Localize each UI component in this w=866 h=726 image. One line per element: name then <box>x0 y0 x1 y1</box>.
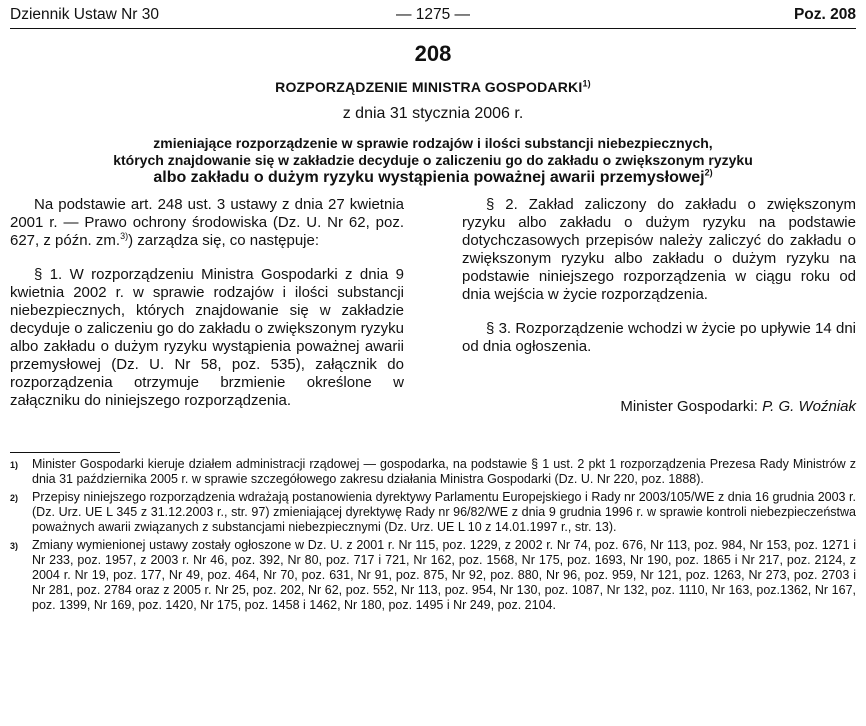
act-number: 208 <box>414 41 452 66</box>
signature <box>462 398 856 416</box>
footnote-separator <box>10 452 120 453</box>
subject-line-2: których znajdowanie się w zakładzie decyduje o zaliczeniu go do zakładu o zwiększonym ryzyku <box>113 152 753 168</box>
footnote-text: Przepisy niniejszego rozporządzenia wdrażają postanowienia dyrektywy Parlamentu Europejskiego i Rady nr 2003/105/WE z dnia 16 grudnia 2003 r. (Dz. Urz. UE L 345 z 31.12.2003 r., str. 97) zmieniającej dyrektywę Rady nr 96/82/WE z dnia 9 grudnia 1996 r. w sprawie kontroli niebezpieczeństwa poważnych awarii związanych z substancjami niebezpiecznymi (Dz. Urz. UE L 10 z 14.01.1997 r., str. 13). <box>32 490 856 534</box>
footnote-text: Minister Gospodarki kieruje działem administracji rządowej — gospodarka, na podstawie § 1 ust. 2 pkt 1 rozporządzenia Prezesa Rady Ministrów z dnia 31 października 2005 r. w sprawie szczegółowego zakresu działania Ministra Gospodarki (Dz. U. Nr 220, poz. 1888). <box>32 457 856 486</box>
act-title <box>10 79 856 95</box>
footnote-mark: 3) <box>10 541 19 551</box>
subject-line-3-wrap <box>10 169 856 186</box>
journal-name: Dziennik Ustaw Nr 30 <box>10 6 160 23</box>
position-number: Poz. 208 <box>793 6 856 23</box>
preamble <box>10 196 404 250</box>
footnote-ref-2[interactable]: 2) <box>704 167 713 178</box>
footnote <box>10 490 856 535</box>
footnote <box>10 538 856 613</box>
act-title-text: ROZPORZĄDZENIE MINISTRA GOSPODARKI <box>275 79 583 95</box>
footnote-mark: 1) <box>10 460 19 470</box>
subject-line-3: albo zakładu o dużym ryzyku wystąpienia poważnej awarii przemysłowej <box>153 169 705 186</box>
subject-line-1: zmieniające rozporządzenie w sprawie rodzajów i ilości substancji niebezpiecznych, <box>153 135 713 151</box>
footnote <box>10 457 856 487</box>
paragraph-2: § 2. Zakład zaliczony do zakładu o zwiększonym ryzyku albo zakładu o dużym ryzyku na podstawie dotychczasowych przepisów należy zaliczyć do zakładu o zwiększonym ryzyku albo zakładu o dużym ryzyku na podstawie niniejszego rozporządzenia w ciągu roku od dnia wejścia w życie rozporządzenia. <box>462 196 856 303</box>
signature-role: Minister Gospodarki: <box>620 398 763 415</box>
page-header <box>10 6 856 29</box>
preamble-text-a: Na podstawie art. 248 ust. 3 ustawy z dnia 27 kwietnia 2001 r. — Prawo ochrony środowiska (Dz. U. Nr 62, poz. 627, z późn. zm. <box>10 196 404 249</box>
footnote-ref-3[interactable]: 3) <box>120 231 129 241</box>
signature-name: P. G. Woźniak <box>762 398 856 415</box>
footnote-ref-1[interactable]: 1) <box>582 78 591 89</box>
footnote-text: Zmiany wymienionej ustawy zostały ogłoszone w Dz. U. z 2001 r. Nr 115, poz. 1229, z 2002 r. Nr 74, poz. 676, Nr 113, poz. 984, Nr 153, poz. 1271 i Nr 233, poz. 1957, z 2003 r. Nr 46, poz. 392, Nr 80, poz. 717 i 721, Nr 162, poz. 1568, Nr 175, poz. 1693, Nr 190, poz. 1865 i Nr 217, poz. 2124, z 2004 r. Nr 19, poz. 177, Nr 49, poz. 464, Nr 70, poz. 631, Nr 91, poz. 875, Nr 92, poz. 880, Nr 96, poz. 959, Nr 121, poz. 1263, Nr 273, poz. 2703 i Nr 281, poz. 2784 oraz z 2005 r. Nr 25, poz. 202, Nr 62, poz. 552, Nr 113, poz. 954, Nr 130, poz. 1087, Nr 132, poz. 1110, Nr 163, poz.1362, Nr 167, poz. 1399, Nr 169, poz. 1420, Nr 175, poz. 1458 i 1462, Nr 180, poz. 1495 i Nr 249, poz. 2104. <box>32 538 856 612</box>
paragraph-3: § 3. Rozporządzenie wchodzi w życie po upływie 14 dni od dnia ogłoszenia. <box>462 320 856 355</box>
paragraph-1: § 1. W rozporządzeniu Ministra Gospodarki z dnia 9 kwietnia 2002 r. w sprawie rodzajów i ilości substancji niebezpiecznych, których znajdowanie się w zakładzie decyduje o zaliczeniu go do zakładu o zwiększonym ryzyku albo zakładu o dużym ryzyku wystąpienia poważnej awarii przemysłowej (Dz. U. Nr 58, poz. 535), załącznik do rozporządzenia otrzymuje brzmienie określone w załączniku do niniejszego rozporządzenia. <box>10 266 404 409</box>
left-column <box>10 196 404 432</box>
right-column <box>462 196 856 432</box>
preamble-text-b: ) zarządza się, co następuje: <box>128 232 320 249</box>
page-number: — 1275 — <box>395 6 471 23</box>
act-subject <box>10 135 856 186</box>
footnotes <box>10 457 856 613</box>
footnote-mark: 2) <box>10 493 19 503</box>
act-date: z dnia 31 stycznia 2006 r. <box>342 105 524 122</box>
body-columns <box>10 196 856 432</box>
